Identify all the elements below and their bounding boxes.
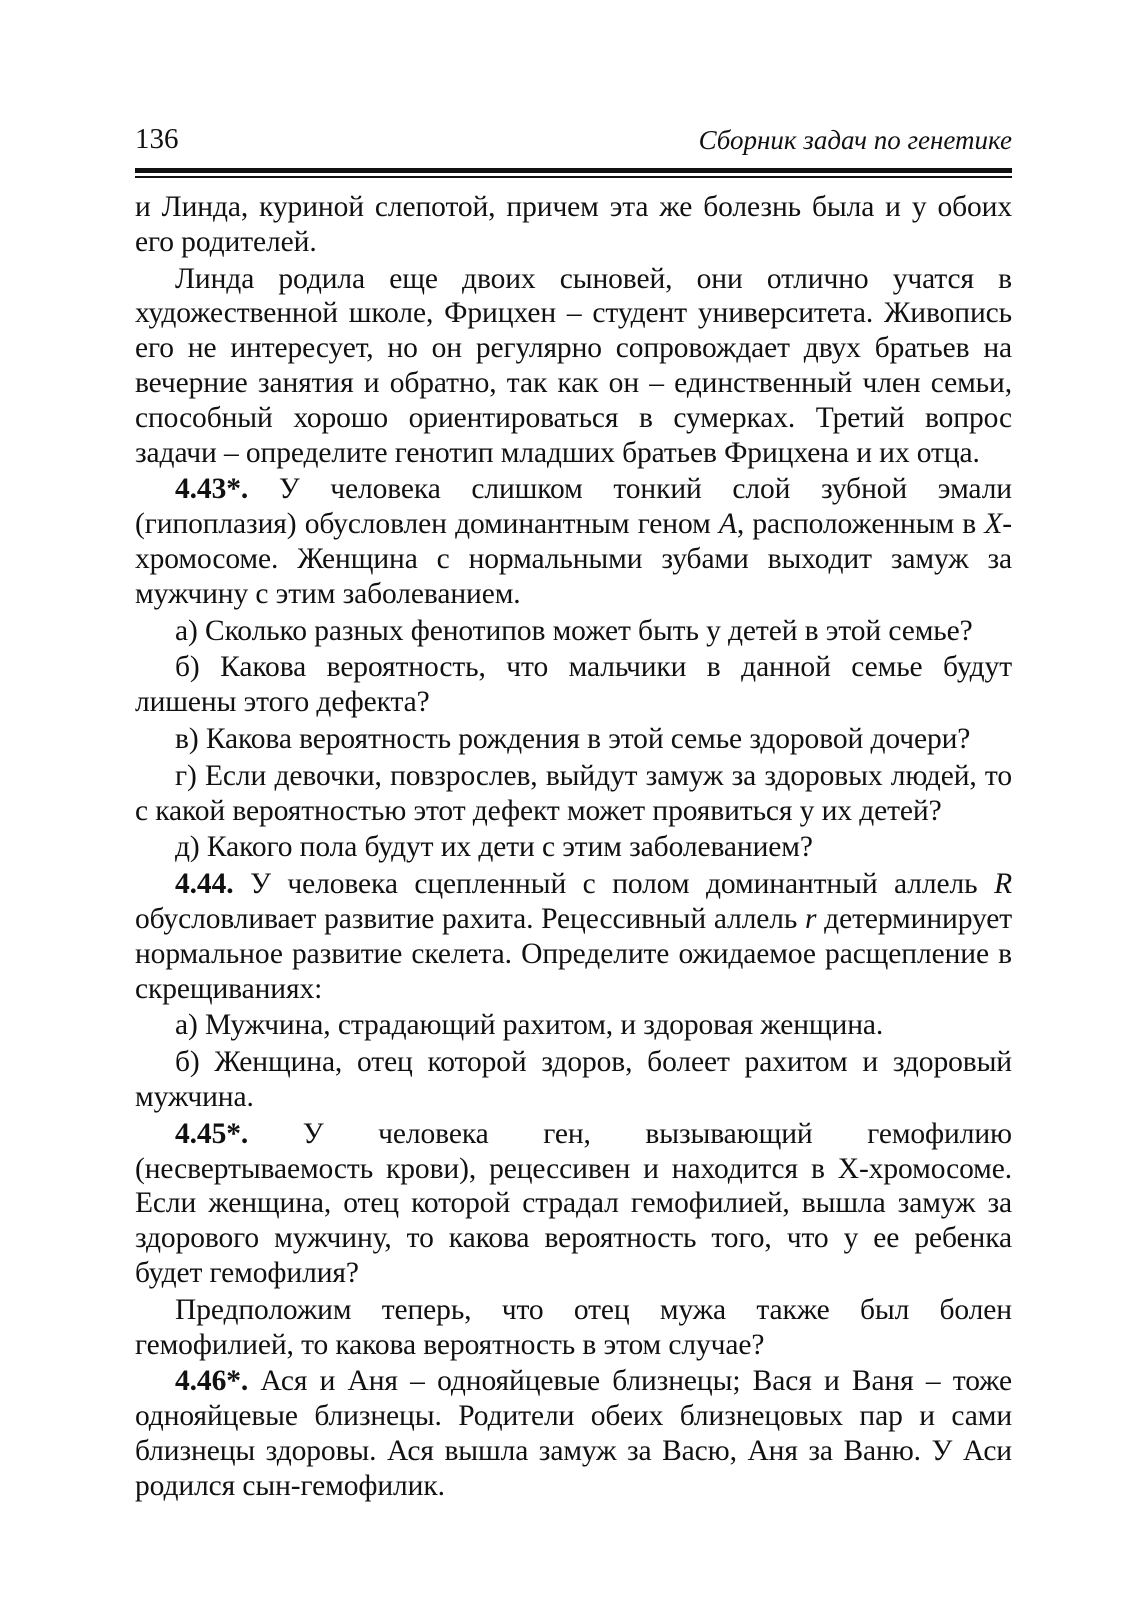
header-rule-thick bbox=[135, 168, 1012, 173]
question-c: в) Какова вероятность рождения в этой семье здоровой дочери? bbox=[175, 722, 971, 755]
problem-4-44 bbox=[135, 867, 1012, 1006]
problem-number: 4.46*. bbox=[175, 1365, 249, 1398]
problem-number: 4.43*. bbox=[175, 473, 249, 506]
paragraph: Линда родила еще двоих сыновей, они отлично учатся в художественной школе, Фрицхен – студент университета. Живопись его не интересует, но он регулярно сопровождает двух братьев на вечерние занятия и обратно, так как он – единственный член семьи, способный хорошо ориентироваться в сумерках. Третий вопрос задачи – определите генотип младших братьев Фрицхена и их отца. bbox=[135, 262, 1012, 469]
allele-symbol: r bbox=[805, 902, 817, 935]
page-number: 136 bbox=[135, 123, 179, 155]
question-d: г) Если девочки, повзрослев, выйдут замуж за здоровых людей, то с какой вероятностью этот дефект может проявиться у их детей? bbox=[135, 759, 1012, 827]
problem-number: 4.45*. bbox=[175, 1117, 249, 1150]
cross-a: а) Мужчина, страдающий рахитом, и здоровая женщина. bbox=[175, 1009, 884, 1042]
allele-symbol: R bbox=[994, 868, 1012, 901]
problem-4-46 bbox=[135, 1364, 1012, 1503]
running-title: Сборник задач по генетике bbox=[698, 125, 1012, 155]
question-e: д) Какого пола будут их дети с этим заболеванием? bbox=[175, 831, 813, 864]
page-header bbox=[135, 110, 1012, 154]
problem-number: 4.44. bbox=[175, 868, 234, 901]
problem-4-43 bbox=[135, 472, 1012, 611]
problem-text: обусловливает развитие рахита. Рецессивный аллель bbox=[135, 902, 806, 935]
problem-text: У человека сцепленный с полом доминантный аллель bbox=[233, 868, 995, 901]
problem-text: Ася и Аня – однояйцевые близнецы; Вася и Ваня – тоже однояйцевые близнецы. Родители обеих близнецовых пар и сами близнецы здоровы. Ася вышла замуж за Васю, Аня за Ваню. У Аси родился сын-гемофилик. bbox=[135, 1365, 1012, 1502]
chromosome-symbol: Х bbox=[984, 508, 1003, 541]
problem-text: , расположенным в bbox=[736, 508, 985, 541]
problem-4-45 bbox=[135, 1117, 1012, 1291]
problem-text: У человека ген, вызывающий гемофилию (несвертываемость крови), рецессивен и находится в Х-хромосоме. Если женщина, отец которой страдал гемофилией, вышла замуж за здорового мужчину, то какова вероятность того, что у ее ребенка будет гемофилия? bbox=[135, 1117, 1012, 1289]
body-text bbox=[135, 190, 1012, 1503]
cross-b: б) Женщина, отец которой здоров, болеет рахитом и здоровый мужчина. bbox=[135, 1046, 1012, 1113]
paragraph: и Линда, куриной слепотой, причем эта же болезнь была и у обоих его родителей. bbox=[135, 191, 1012, 258]
problem-text: У человека слишком тонкий слой зубной эмали (гипоплазия) обусловлен доминантным геном bbox=[135, 473, 1012, 541]
gene-symbol: А bbox=[718, 508, 737, 541]
paragraph: Предположим теперь, что отец мужа также был болен гемофилией, то какова вероятность в этом случае? bbox=[135, 1293, 1012, 1361]
problem-text: -хромосоме. Женщина с нормальными зубами выходит замуж за мужчину с этим заболеванием. bbox=[135, 508, 1012, 610]
header-rule-thin bbox=[135, 176, 1012, 178]
problem-text: детерминирует нормальное развитие скелета. Определите ожидаемое расщепление в скрещиваниях: bbox=[135, 902, 1012, 1005]
question-a: а) Сколько разных фенотипов может быть у детей в этой семье? bbox=[175, 614, 973, 647]
question-b: б) Какова вероятность, что мальчики в данной семье будут лишены этого дефекта? bbox=[135, 651, 1012, 719]
